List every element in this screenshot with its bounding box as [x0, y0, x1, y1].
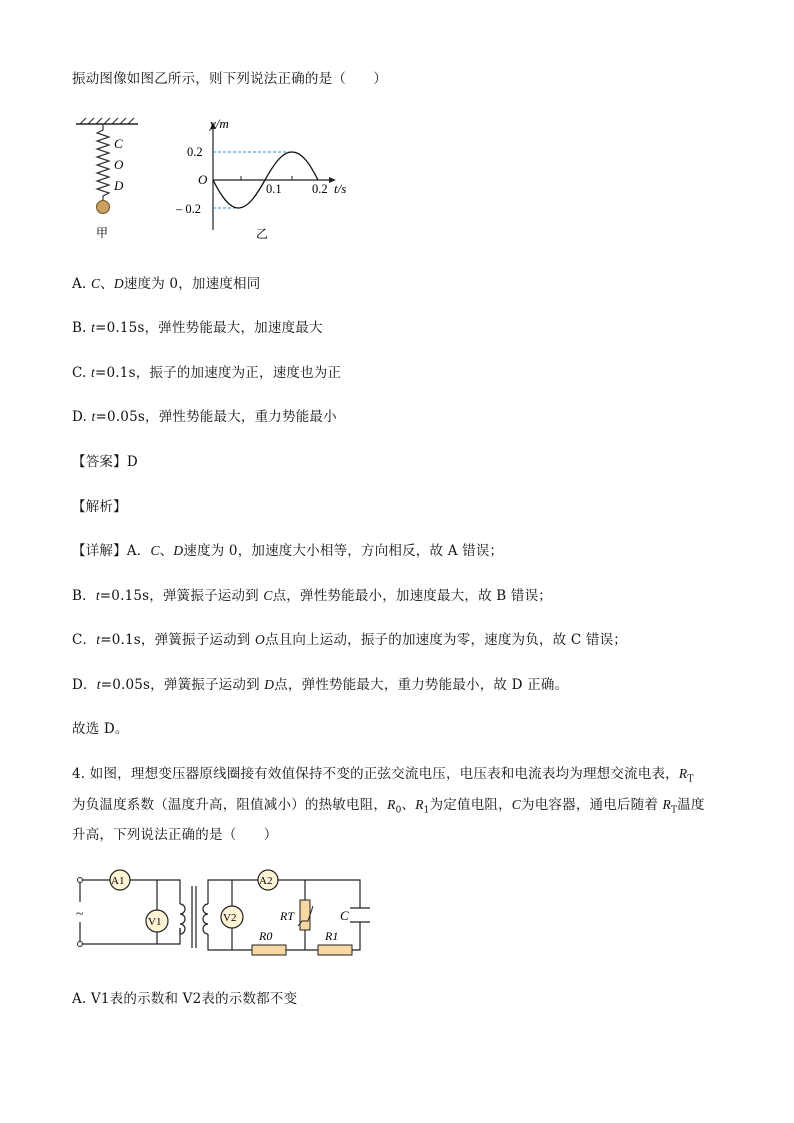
q4-text: 为电容器，通电后随着: [521, 797, 663, 813]
caption-yi: 乙: [256, 227, 269, 241]
var-c: C: [150, 543, 160, 558]
y-tick-negative: – 0.2: [176, 202, 201, 216]
detail-text: 速度为 0，加速度大小相等，方向相反，故 A 错误；: [183, 543, 504, 559]
detail-b: [72, 584, 552, 604]
q4-line-1: [72, 762, 694, 785]
sub-1: 1: [423, 805, 430, 816]
q4-number: 4.: [72, 766, 86, 782]
q4-text: 为负温度系数（温度升高，阻值减小）的热敏电阻，: [72, 797, 388, 813]
voltmeter-v2: [221, 906, 243, 928]
detail-prefix: D．: [72, 677, 97, 693]
answer-tag: 【答案】: [72, 454, 127, 470]
detail-c: [72, 628, 627, 648]
figure-spring-oscillation: [70, 112, 370, 242]
option-c: [72, 361, 341, 381]
detail-text-1: =0.15s，弹簧振子运动到: [99, 588, 264, 604]
var-r0: R: [387, 797, 396, 812]
q4-text: 为定值电阻，: [429, 797, 512, 813]
detail-text-1: =0.05s，弹簧振子运动到: [100, 677, 265, 693]
var-r: R: [678, 766, 688, 781]
voltmeter-v2-label: V2: [223, 912, 237, 924]
option-text: =0.05s，弹性势能最大，重力势能最小: [95, 409, 337, 425]
q4-line-2: 为负温度系数（温度升高，阻值减小）的热敏电阻，$R_0$、$R_1$为定值电阻，C为电容器，通电后随着 $R_T$温度: [72, 797, 705, 816]
var-t: t: [95, 588, 100, 603]
separator: 、: [100, 276, 114, 292]
q4-line-3: 升高，下列说法正确的是（ ）: [72, 827, 278, 843]
var-d: D: [113, 276, 124, 291]
spring-label-c: C: [114, 136, 123, 151]
option-label: C.: [72, 365, 87, 381]
separator: 、: [159, 543, 174, 559]
var-t: t: [96, 632, 101, 647]
t-tick-0-1: 0.1: [266, 182, 282, 196]
option-label: D.: [72, 409, 88, 425]
detail-text-1: =0.1s，弹簧振子运动到: [100, 632, 255, 648]
detail-prefix: 【详解】A．: [72, 543, 151, 559]
ammeter-a2-label: A2: [259, 875, 273, 887]
var-c: C: [511, 797, 522, 812]
detail-text-2: 点，弹性势能最大，重力势能最小，故 D 正确。: [274, 677, 569, 693]
var-c: C: [90, 276, 101, 291]
y-axis-label: y/m: [210, 116, 229, 131]
detail-a: [72, 539, 503, 559]
var-r1: R: [415, 797, 424, 812]
q4-option-a: A. V1表的示数和 V2表的示数都不变: [72, 991, 298, 1007]
detail-text-2: 点，弹性势能最小，加速度最大，故 B 错误；: [272, 588, 552, 604]
ac-source-tilde: ~: [76, 907, 84, 922]
sub-0: 0: [395, 805, 402, 816]
answer-value: D: [126, 454, 138, 470]
option-text: =0.15s，弹性势能最大，加速度最大: [95, 320, 323, 336]
spring-label-o: O: [114, 157, 124, 172]
var-t: t: [91, 409, 96, 424]
oscillator-ball: [97, 201, 110, 214]
ammeter-a1: [110, 870, 130, 890]
analysis-tag: 【解析】: [72, 499, 127, 515]
var-d: D: [173, 543, 184, 558]
detail-text-2: 点且向上运动，振子的加速度为零，速度为负，故 C 错误；: [264, 632, 627, 648]
option-text: 速度为 0，加速度相同: [123, 276, 261, 292]
resistor-r0-label: R0: [259, 929, 273, 943]
var-t: t: [91, 320, 96, 335]
option-label: B.: [72, 320, 87, 336]
ammeter-a2: [258, 870, 278, 890]
figure-transformer-circuit: [70, 866, 380, 966]
q4-text: 温度: [677, 797, 705, 813]
detail-d: [72, 673, 568, 693]
var-rt: R: [662, 797, 671, 812]
ceiling-support: [76, 118, 138, 124]
voltmeter-v1: [146, 910, 168, 932]
var-point: C: [263, 588, 273, 603]
t-axis-label: t/s: [334, 181, 347, 196]
sub-t: T: [670, 805, 678, 816]
var-t: t: [96, 677, 101, 692]
question-3-stem-tail: 振动图像如图乙所示，则下列说法正确的是（ ）: [72, 71, 388, 87]
capacitor-label: C: [340, 908, 349, 923]
var-t: t: [91, 365, 95, 380]
option-label: A.: [72, 276, 87, 292]
option-b: [72, 316, 323, 336]
option-d: [72, 405, 337, 425]
detail-prefix: B．: [72, 588, 96, 604]
caption-jia: 甲: [96, 226, 109, 240]
spring-label-d: D: [114, 178, 124, 193]
thermistor-rt: [279, 900, 313, 930]
option-a: [72, 272, 260, 292]
var-point: O: [255, 632, 265, 647]
conclusion: 故选 D。: [72, 721, 129, 737]
resistor-r0: [252, 929, 286, 955]
spring-coil: [97, 124, 109, 200]
resistor-r1-label: R1: [325, 929, 339, 943]
detail-prefix: C．: [72, 632, 97, 648]
answer-line: [72, 450, 138, 470]
var-point: D: [264, 677, 275, 692]
thermistor-label: RT: [280, 909, 295, 923]
sub-t: T: [687, 774, 694, 785]
resistor-r1: [318, 929, 352, 955]
option-text: =0.1s，振子的加速度为正，速度也为正: [95, 365, 342, 381]
voltmeter-v1-label: V1: [148, 916, 162, 928]
vibration-graph: [175, 116, 346, 241]
y-tick-positive: 0.2: [187, 145, 203, 159]
q4-text: 如图，理想变压器原线圈接有效值保持不变的正弦交流电压，电压表和电流表均为理想交流电表，: [89, 766, 679, 782]
ammeter-a1-label: A1: [111, 875, 125, 887]
t-tick-0-2: 0.2: [312, 182, 328, 196]
origin-label: O: [198, 172, 208, 187]
